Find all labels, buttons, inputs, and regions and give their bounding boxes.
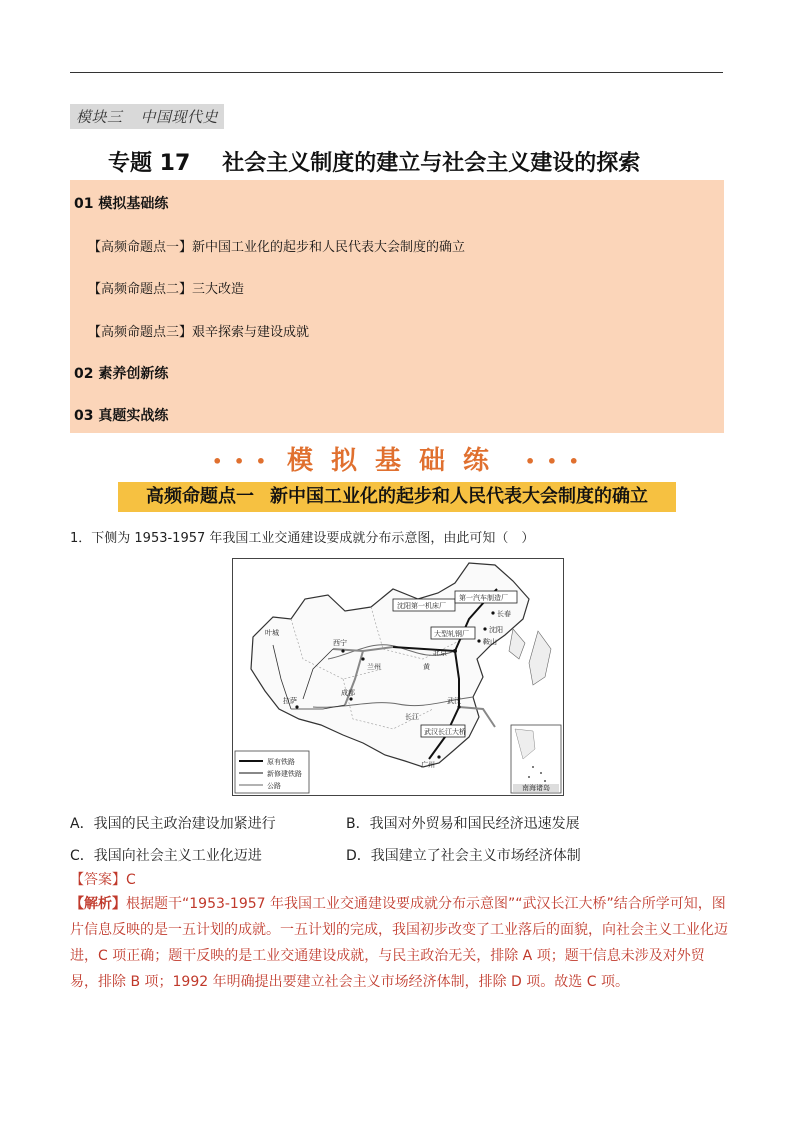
- label-xining: 西宁: [333, 639, 347, 647]
- legend-old-rail: 原有铁路: [267, 758, 295, 766]
- option-d[interactable]: D．我国建立了社会主义市场经济体制: [346, 848, 581, 864]
- label-bridge: 武汉长江大桥: [424, 728, 466, 736]
- label-wuhan: 武汉: [447, 697, 461, 705]
- page-title: [108, 146, 640, 177]
- toc-section-1[interactable]: 01 模拟基础练: [74, 196, 169, 212]
- legend-new-rail: 新修建铁路: [267, 770, 302, 778]
- point-banner-label: 高频命题点一: [146, 486, 254, 507]
- header-rule: [70, 72, 723, 73]
- label-changjiang: 长江: [405, 713, 419, 721]
- analysis-text: 根据题干“1953-1957 年我国工业交通建设要成就分布示意图”“武汉长江大桥”结合所学可知，图片信息反映的是一五计划的成就。一五计划的完成，我国初步改变了工业落后的面貌，向社会主义工业化迈进，C 项正确；题干反映的是工业交通建设成就，与民主政治无关，排除 A 项；题干信息未涉及对外贸易，排除 B 项；1992 年明确提出要建立社会主义市场经济体制，排除 D 项。故选 C 项。: [70, 896, 728, 990]
- label-shenyang-plant: 沈阳第一机床厂: [397, 602, 446, 610]
- toc-point-2[interactable]: 【高频命题点二】三大改造: [88, 282, 245, 297]
- module-tag: [70, 104, 224, 129]
- map-svg: [233, 559, 563, 795]
- analysis-tag: 【解析】: [70, 896, 126, 912]
- label-lanzhou: 兰州: [367, 663, 381, 671]
- answer-value: C: [126, 872, 136, 888]
- section-heading: [0, 440, 794, 477]
- option-c[interactable]: C．我国向社会主义工业化迈进: [70, 848, 262, 864]
- label-shenyang: 沈阳: [489, 626, 503, 634]
- label-guangzhou: 广州: [421, 761, 435, 769]
- dots-right: • • •: [525, 452, 582, 471]
- point-banner-title: 新中国工业化的起步和人民代表大会制度的确立: [270, 486, 648, 507]
- toc-point-1[interactable]: 【高频命题点一】新中国工业化的起步和人民代表大会制度的确立: [88, 240, 466, 255]
- label-changchun: 长春: [497, 610, 511, 618]
- module-name: 中国现代史: [140, 108, 219, 126]
- point-banner: [118, 482, 676, 512]
- label-beijing: 北京: [433, 649, 447, 657]
- table-of-contents: [70, 180, 724, 433]
- inset-label: 南海诸岛: [522, 784, 550, 792]
- label-chengdu: 成都: [341, 689, 355, 697]
- industry-map: [232, 558, 564, 796]
- option-b[interactable]: B．我国对外贸易和国民经济迅速发展: [346, 816, 580, 832]
- analysis-block: [70, 891, 730, 995]
- option-a[interactable]: A．我国的民主政治建设加紧进行: [70, 816, 276, 832]
- label-yellow: 黄: [423, 663, 430, 671]
- answer-tag: 【答案】: [70, 872, 126, 888]
- section-heading-text: 模拟基础练: [286, 446, 507, 476]
- toc-point-3[interactable]: 【高频命题点三】艰辛探索与建设成就: [88, 325, 310, 340]
- topic-title: 社会主义制度的建立与社会主义建设的探索: [222, 151, 641, 176]
- module-part: 模块三: [76, 108, 123, 126]
- label-faw: 第一汽车制造厂: [459, 594, 508, 602]
- topic-number: 专题 17: [108, 151, 191, 176]
- answer-line: [70, 869, 136, 889]
- dots-left: • • •: [212, 452, 269, 471]
- label-ansteel: 大型轧钢厂: [434, 630, 469, 638]
- label-lhasa: 拉萨: [283, 697, 297, 705]
- label-yecheng: 叶城: [265, 629, 279, 637]
- question-stem: 1．下侧为 1953-1957 年我国工业交通建设要成就分布示意图，由此可知（ ）: [70, 531, 535, 546]
- label-anshan: 鞍山: [483, 638, 497, 646]
- toc-section-2[interactable]: 02 素养创新练: [74, 366, 169, 382]
- toc-section-3[interactable]: 03 真题实战练: [74, 408, 169, 424]
- legend-road: 公路: [267, 782, 281, 790]
